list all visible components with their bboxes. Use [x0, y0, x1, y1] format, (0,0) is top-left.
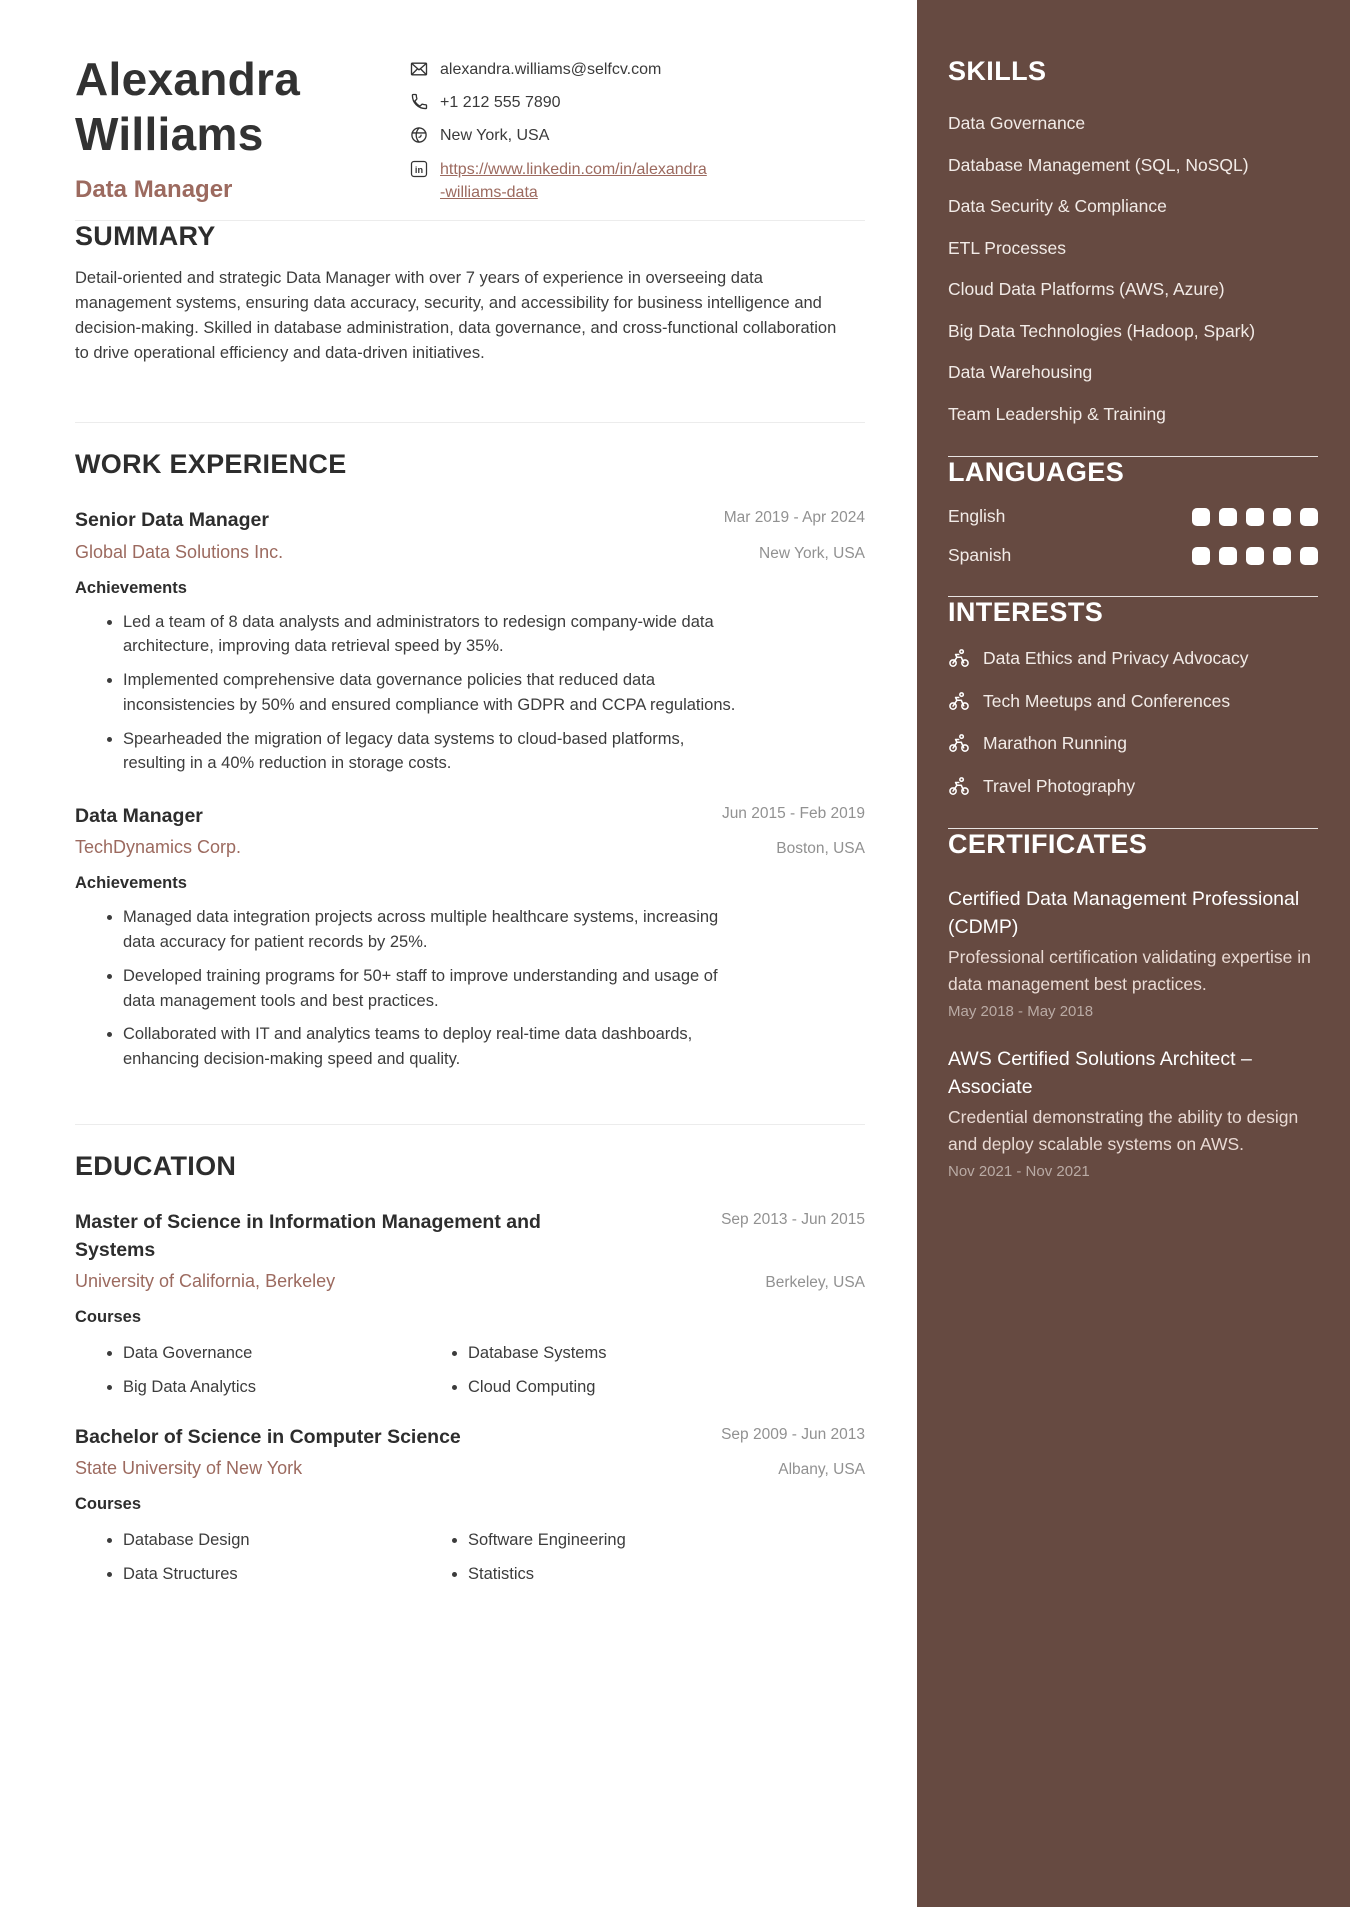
- contact-location: New York, USA: [440, 127, 550, 145]
- contact-linkedin-row: [409, 158, 711, 204]
- interest-label: Travel Photography: [983, 775, 1136, 796]
- language-name: Spanish: [948, 545, 1012, 565]
- contact-phone-row: [409, 91, 711, 114]
- level-square: [1219, 508, 1237, 526]
- interest-label: Tech Meetups and Conferences: [983, 690, 1231, 711]
- cyclist-icon: [948, 732, 970, 754]
- school-row: [75, 1458, 865, 1479]
- certificate-description: Credential demonstrating the ability to design and deploy scalable systems on AWS.: [948, 1107, 1299, 1154]
- globe-icon: [409, 125, 429, 145]
- achievements-list: [75, 905, 865, 1072]
- school-row: [75, 1271, 865, 1292]
- certificate-name: AWS Certified Solutions Architect – Associate: [948, 1047, 1252, 1098]
- job-company-row: [75, 837, 865, 858]
- cyclist-icon: [948, 690, 970, 712]
- courses-columns: [75, 1331, 865, 1409]
- interest-item: [948, 646, 1318, 671]
- person-name: Alexandra Williams: [75, 53, 301, 161]
- linkedin-icon: [409, 159, 429, 179]
- phone-icon: [409, 92, 429, 112]
- course-item: Software Engineering: [450, 1528, 865, 1553]
- skill-item: ETL Processes: [948, 237, 1067, 258]
- skill-item: Data Security & Compliance: [948, 196, 1167, 216]
- interest-item: [948, 774, 1318, 799]
- skill-item: Data Warehousing: [948, 362, 1093, 382]
- achievement-item: Implemented comprehensive data governance policies that reduced data inconsistencies by 50% and ensured compliance with GDPR and CCPA regulations.: [105, 668, 745, 718]
- achievements-list: [75, 610, 865, 777]
- header: [75, 0, 865, 220]
- achievements-label: Achievements: [75, 874, 187, 893]
- skills-list: [948, 111, 1318, 426]
- interests-heading: INTERESTS: [948, 597, 1104, 627]
- cyclist-icon: [948, 647, 970, 669]
- interest-item: [948, 689, 1318, 714]
- job-position: Senior Data Manager: [75, 509, 269, 532]
- achievement-item: Spearheaded the migration of legacy data systems to cloud-based platforms, resulting in a 40% reduction in storage costs.: [105, 727, 745, 777]
- certificate-dates: Nov 2021 - Nov 2021: [948, 1162, 1090, 1180]
- interest-item: [948, 731, 1318, 756]
- education-entry: [75, 1423, 865, 1596]
- envelope-icon: [409, 59, 429, 79]
- job-title: Data Manager: [75, 176, 233, 204]
- certificate-description: Professional certification validating expertise in data management best practices.: [948, 947, 1311, 994]
- work-heading: WORK EXPERIENCE: [75, 449, 347, 480]
- job-title-row: [75, 506, 865, 534]
- sidebar: [917, 0, 1350, 1907]
- achievement-item: Developed training programs for 50+ staff to improve understanding and usage of data management tools and best practices.: [105, 964, 745, 1014]
- summary-section: [75, 221, 865, 366]
- certificate-entry: [948, 1046, 1318, 1180]
- degree-row: [75, 1208, 865, 1265]
- job-dates: Jun 2015 - Feb 2019: [721, 805, 865, 823]
- courses-label: Courses: [75, 1308, 142, 1327]
- contact-email: alexandra.williams@selfcv.com: [440, 61, 662, 78]
- achievement-item: Led a team of 8 data analysts and administrators to redesign company-wide data architecture, improving data retrieval speed by 35%.: [105, 610, 745, 660]
- divider: [75, 422, 865, 423]
- education-dates: Sep 2009 - Jun 2013: [721, 1425, 865, 1443]
- main-column: [75, 0, 865, 1596]
- education-heading: EDUCATION: [75, 1150, 237, 1181]
- achievement-item: Collaborated with IT and analytics teams to deploy real-time data dashboards, enhancing decision-making speed and quality.: [105, 1022, 745, 1072]
- level-square: [1273, 547, 1291, 565]
- language-row: [948, 545, 1318, 566]
- level-square: [1246, 508, 1264, 526]
- level-square: [1246, 547, 1264, 565]
- skill-item: Team Leadership & Training: [948, 403, 1166, 424]
- courses-column-left: [75, 1528, 420, 1596]
- achievement-item: Managed data integration projects across multiple healthcare systems, increasing data accuracy for patient records by 25%.: [105, 905, 745, 955]
- education-location: Berkeley, USA: [765, 1274, 865, 1292]
- courses-column-left: [75, 1341, 420, 1409]
- school-name: State University of New York: [75, 1458, 303, 1479]
- language-level-spanish: [1192, 547, 1318, 565]
- skill-item: Data Governance: [948, 113, 1086, 133]
- course-item: Database Design: [105, 1528, 420, 1553]
- level-square: [1300, 547, 1318, 565]
- contact-block: [409, 58, 711, 214]
- language-level-english: [1192, 508, 1318, 526]
- job-location: New York, USA: [759, 544, 865, 562]
- summary-heading: SUMMARY: [75, 221, 216, 251]
- contact-location-row: [409, 124, 711, 147]
- course-item: Database Systems: [450, 1341, 865, 1366]
- education-entry: [75, 1208, 865, 1409]
- linkedin-link[interactable]: https://www.linkedin.com/in/alexandra-williams-data: [440, 160, 707, 201]
- school-name: University of California, Berkeley: [75, 1271, 336, 1292]
- courses-column-right: [420, 1341, 865, 1409]
- interest-label: Marathon Running: [983, 733, 1127, 753]
- course-item: Data Governance: [105, 1341, 420, 1366]
- course-item: Big Data Analytics: [105, 1375, 420, 1400]
- languages-heading: LANGUAGES: [948, 457, 1125, 487]
- work-experience-section: [75, 449, 865, 1072]
- language-row: [948, 506, 1318, 527]
- course-item: Statistics: [450, 1562, 865, 1587]
- skill-item: Cloud Data Platforms (AWS, Azure): [948, 279, 1225, 299]
- course-item: Data Structures: [105, 1562, 420, 1587]
- job-entry: [75, 802, 865, 1072]
- level-square: [1300, 508, 1318, 526]
- divider: [75, 1124, 865, 1125]
- contact-email-row: [409, 58, 711, 81]
- level-square: [1192, 508, 1210, 526]
- certificates-heading: CERTIFICATES: [948, 829, 1148, 859]
- certificate-name: Certified Data Management Professional (CDMP): [948, 888, 1300, 938]
- svg-text:in: in: [414, 164, 424, 175]
- job-position: Data Manager: [75, 805, 203, 828]
- job-title-row: [75, 802, 865, 830]
- job-entry: [75, 506, 865, 776]
- interest-label: Data Ethics and Privacy Advocacy: [983, 648, 1249, 668]
- education-section: [75, 1151, 865, 1596]
- summary-text: Detail-oriented and strategic Data Manager with over 7 years of experience in overseeing data management systems, ensuring data accuracy, security, and accessibility for business intelligence and decision-making. Skilled in database administration, data governance, and cross-functional collaboration to drive operational efficiency and data-driven initiatives.: [75, 269, 837, 363]
- achievements-label: Achievements: [75, 578, 187, 597]
- skill-item: Database Management (SQL, NoSQL): [948, 154, 1249, 175]
- course-item: Cloud Computing: [450, 1375, 865, 1400]
- degree-row: [75, 1423, 865, 1451]
- level-square: [1273, 508, 1291, 526]
- courses-column-right: [420, 1528, 865, 1596]
- certificate-dates: May 2018 - May 2018: [948, 1002, 1094, 1020]
- courses-label: Courses: [75, 1495, 142, 1514]
- level-square: [1192, 547, 1210, 565]
- courses-columns: [75, 1518, 865, 1596]
- skills-heading: SKILLS: [948, 56, 1047, 86]
- level-square: [1219, 547, 1237, 565]
- job-dates: Mar 2019 - Apr 2024: [723, 509, 865, 527]
- skill-item: Big Data Technologies (Hadoop, Spark): [948, 320, 1256, 341]
- degree-title: Bachelor of Science in Computer Science: [75, 1425, 461, 1448]
- cyclist-icon: [948, 775, 970, 797]
- language-name: English: [948, 506, 1006, 526]
- job-location: Boston, USA: [776, 840, 865, 858]
- education-location: Albany, USA: [778, 1461, 865, 1479]
- contact-phone: +1 212 555 7890: [440, 94, 561, 112]
- degree-title: Master of Science in Information Management and Systems: [75, 1210, 541, 1262]
- job-company: TechDynamics Corp.: [75, 837, 242, 858]
- certificate-entry: [948, 886, 1318, 1020]
- education-dates: Sep 2013 - Jun 2015: [721, 1210, 865, 1228]
- job-company: Global Data Solutions Inc.: [75, 541, 284, 562]
- job-company-row: [75, 542, 865, 563]
